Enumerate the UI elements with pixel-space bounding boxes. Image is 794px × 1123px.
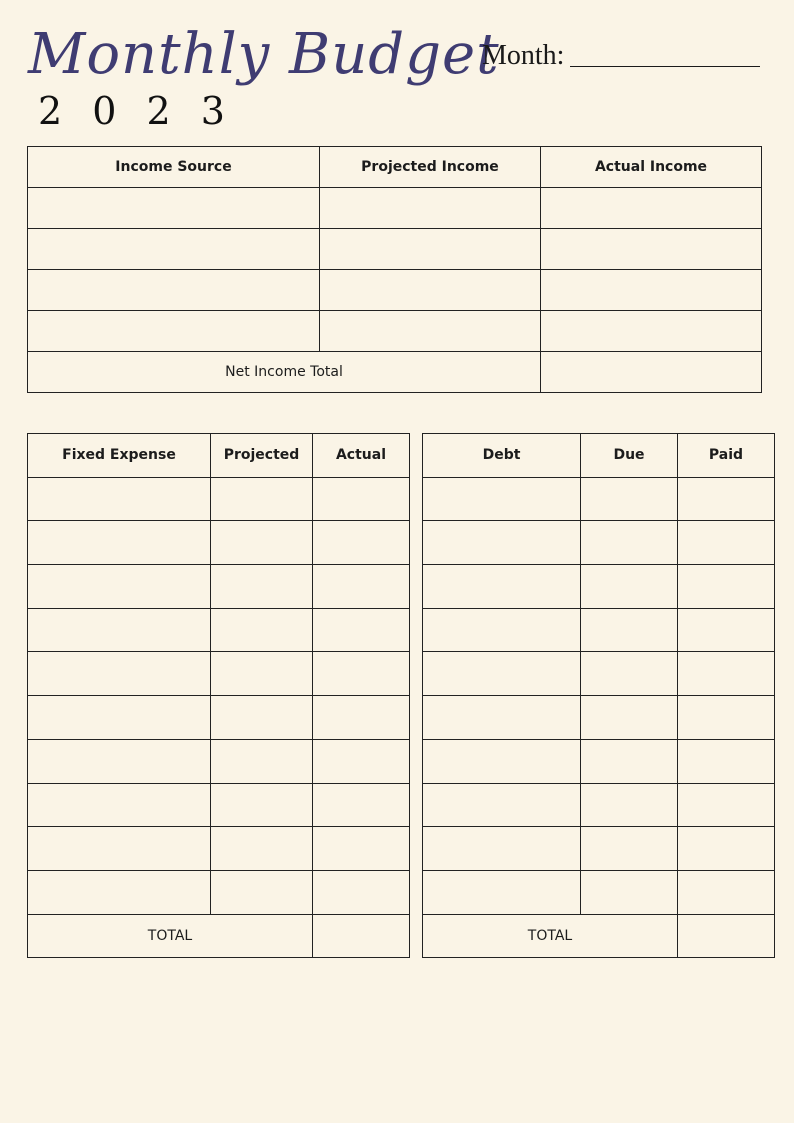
paid-cell[interactable]: [678, 870, 775, 914]
projected-cell[interactable]: [211, 521, 313, 565]
table-row: [28, 652, 410, 696]
projected-income-cell[interactable]: [320, 270, 541, 311]
table-row: [28, 565, 410, 609]
income-total-row: [28, 352, 762, 393]
debt-cell[interactable]: [423, 827, 581, 871]
projected-cell[interactable]: [211, 477, 313, 521]
fixed-expense-cell[interactable]: [28, 739, 211, 783]
table-row: [28, 311, 762, 352]
projected-cell[interactable]: [211, 608, 313, 652]
due-cell[interactable]: [581, 565, 678, 609]
income-source-cell[interactable]: [28, 188, 320, 229]
table-row: [423, 565, 775, 609]
actual-cell[interactable]: [313, 870, 410, 914]
debt-header: Debt: [423, 434, 581, 478]
actual-income-cell[interactable]: [541, 229, 762, 270]
table-row: [423, 870, 775, 914]
table-row: [28, 608, 410, 652]
projected-income-cell[interactable]: [320, 188, 541, 229]
due-cell[interactable]: [581, 652, 678, 696]
actual-cell[interactable]: [313, 521, 410, 565]
paid-cell[interactable]: [678, 477, 775, 521]
projected-cell[interactable]: [211, 783, 313, 827]
fixed-expense-header: Fixed Expense: [28, 434, 211, 478]
fixed-expense-table: [27, 433, 410, 958]
income-source-header: Income Source: [28, 147, 320, 188]
actual-cell[interactable]: [313, 696, 410, 740]
table-row: [28, 188, 762, 229]
fixed-expense-cell[interactable]: [28, 696, 211, 740]
projected-cell[interactable]: [211, 652, 313, 696]
paid-cell[interactable]: [678, 696, 775, 740]
actual-income-header: Actual Income: [541, 147, 762, 188]
income-header-row: [28, 147, 762, 188]
actual-cell[interactable]: [313, 827, 410, 871]
fixed-expense-cell[interactable]: [28, 827, 211, 871]
projected-cell[interactable]: [211, 696, 313, 740]
actual-cell[interactable]: [313, 565, 410, 609]
projected-income-header: Projected Income: [320, 147, 541, 188]
projected-income-cell[interactable]: [320, 311, 541, 352]
projected-header: Projected: [211, 434, 313, 478]
expense-total-label: TOTAL: [28, 914, 313, 958]
debt-cell[interactable]: [423, 521, 581, 565]
due-header: Due: [581, 434, 678, 478]
debt-cell[interactable]: [423, 652, 581, 696]
actual-header: Actual: [313, 434, 410, 478]
actual-cell[interactable]: [313, 739, 410, 783]
due-cell[interactable]: [581, 608, 678, 652]
due-cell[interactable]: [581, 696, 678, 740]
actual-cell[interactable]: [313, 783, 410, 827]
debt-cell[interactable]: [423, 477, 581, 521]
debt-total-row: [423, 914, 775, 958]
due-cell[interactable]: [581, 827, 678, 871]
expense-total-row: [28, 914, 410, 958]
debt-cell[interactable]: [423, 696, 581, 740]
table-row: [423, 477, 775, 521]
paid-cell[interactable]: [678, 783, 775, 827]
table-row: [28, 696, 410, 740]
debt-header-row: [423, 434, 775, 478]
projected-cell[interactable]: [211, 565, 313, 609]
actual-cell[interactable]: [313, 477, 410, 521]
paid-cell[interactable]: [678, 565, 775, 609]
table-row: [423, 827, 775, 871]
income-source-cell[interactable]: [28, 270, 320, 311]
income-source-cell[interactable]: [28, 229, 320, 270]
income-table: [27, 146, 762, 393]
debt-cell[interactable]: [423, 870, 581, 914]
debt-total-label: TOTAL: [423, 914, 678, 958]
table-row: [28, 870, 410, 914]
expense-header-row: [28, 434, 410, 478]
page-title: Monthly Budget: [28, 22, 500, 87]
table-row: [28, 739, 410, 783]
due-cell[interactable]: [581, 477, 678, 521]
due-cell[interactable]: [581, 870, 678, 914]
debt-total-cell[interactable]: [678, 914, 775, 958]
table-row: [423, 521, 775, 565]
month-input-line[interactable]: [570, 66, 760, 67]
net-income-total-cell[interactable]: [541, 352, 762, 393]
fixed-expense-cell[interactable]: [28, 608, 211, 652]
table-row: [28, 521, 410, 565]
paid-cell[interactable]: [678, 827, 775, 871]
table-row: [423, 783, 775, 827]
fixed-expense-cell[interactable]: [28, 477, 211, 521]
fixed-expense-cell[interactable]: [28, 783, 211, 827]
debt-cell[interactable]: [423, 565, 581, 609]
paid-cell[interactable]: [678, 608, 775, 652]
paid-header: Paid: [678, 434, 775, 478]
net-income-total-label: Net Income Total: [28, 352, 541, 393]
actual-income-cell[interactable]: [541, 311, 762, 352]
debt-cell[interactable]: [423, 783, 581, 827]
fixed-expense-cell[interactable]: [28, 652, 211, 696]
actual-income-cell[interactable]: [541, 270, 762, 311]
fixed-expense-cell[interactable]: [28, 870, 211, 914]
table-row: [28, 477, 410, 521]
due-cell[interactable]: [581, 783, 678, 827]
projected-cell[interactable]: [211, 739, 313, 783]
paid-cell[interactable]: [678, 652, 775, 696]
table-row: [28, 827, 410, 871]
actual-income-cell[interactable]: [541, 188, 762, 229]
due-cell[interactable]: [581, 521, 678, 565]
income-source-cell[interactable]: [28, 311, 320, 352]
paid-cell[interactable]: [678, 739, 775, 783]
debt-cell[interactable]: [423, 608, 581, 652]
projected-cell[interactable]: [211, 827, 313, 871]
due-cell[interactable]: [581, 739, 678, 783]
expense-total-cell[interactable]: [313, 914, 410, 958]
table-row: [28, 783, 410, 827]
paid-cell[interactable]: [678, 521, 775, 565]
projected-cell[interactable]: [211, 870, 313, 914]
actual-cell[interactable]: [313, 608, 410, 652]
actual-cell[interactable]: [313, 652, 410, 696]
table-row: [28, 270, 762, 311]
table-row: [423, 652, 775, 696]
table-row: [28, 229, 762, 270]
table-row: [423, 608, 775, 652]
fixed-expense-cell[interactable]: [28, 565, 211, 609]
projected-income-cell[interactable]: [320, 229, 541, 270]
table-row: [423, 739, 775, 783]
year-label: 2 0 2 3: [38, 89, 234, 133]
month-label: Month:: [482, 40, 565, 71]
table-row: [423, 696, 775, 740]
debt-cell[interactable]: [423, 739, 581, 783]
fixed-expense-cell[interactable]: [28, 521, 211, 565]
debt-table: [422, 433, 775, 958]
